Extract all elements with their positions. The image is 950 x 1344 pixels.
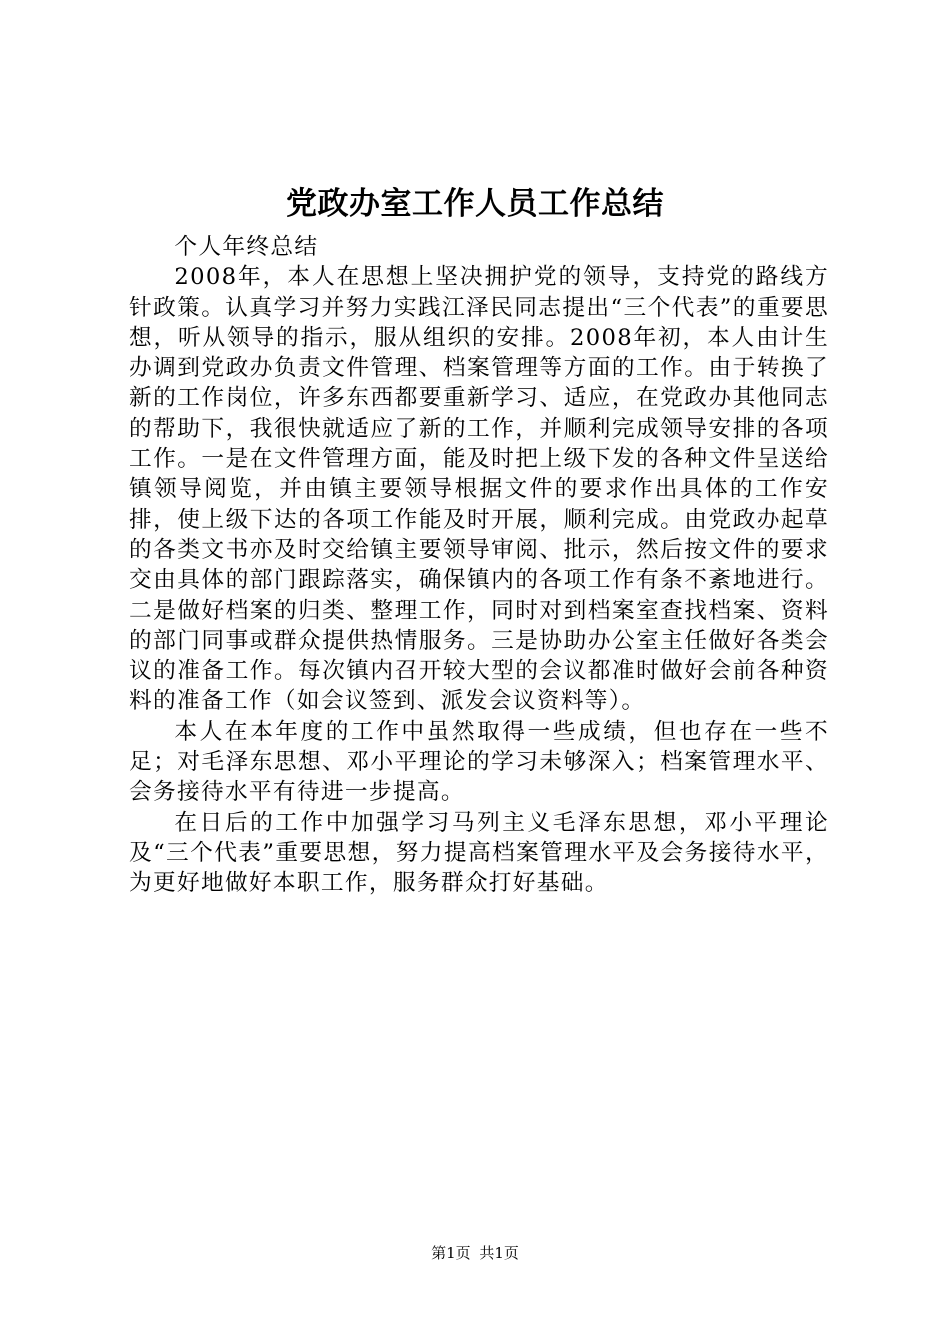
document-body — [129, 232, 829, 899]
page-footer: 第1页 共1页 — [431, 1244, 519, 1262]
body-paragraph-1: 2008年，本人在思想上坚决拥护党的领导，支持党的路线方针政策。认真学习并努力实践江泽民同志提出“三个代表”的重要思想，听从领导的指示，服从组织的安排。2008年初，本人由计生办调到党政办负责文件管理、档案管理等方面的工作。由于转换了新的工作岗位，许多东西都要重新学习、适应，在党政办其他同志的帮助下，我很快就适应了新的工作，并顺利完成领导安排的各项工作。一是在文件管理方面，能及时把上级下发的各种文件呈送给镇领导阅览，并由镇主要领导根据文件的要求作出具体的工作安排，使上级下达的各项工作能及时开展，顺利完成。由党政办起草的各类文书亦及时交给镇主要领导审阅、批示，然后按文件的要求交由具体的部门跟踪落实，确保镇内的各项工作有条不紊地进行。二是做好档案的归类、整理工作，同时对到档案室查找档案、资料的部门同事或群众提供热情服务。三是协助办公室主任做好各类会议的准备工作。每次镇内召开较大型的会议都准时做好会前各种资料的准备工作（如会议签到、派发会议资料等）。 — [129, 264, 829, 715]
document-subtitle: 个人年终总结 — [174, 234, 319, 260]
body-paragraph-3: 在日后的工作中加强学习马列主义毛泽东思想，邓小平理论及“三个代表”重要思想，努力提高档案管理水平及会务接待水平，为更好地做好本职工作，服务群众打好基础。 — [129, 809, 829, 897]
document-title: 党政办室工作人员工作总结 — [286, 186, 664, 222]
body-paragraph-2: 本人在本年度的工作中虽然取得一些成绩，但也存在一些不足；对毛泽东思想、邓小平理论的学习未够深入；档案管理水平、会务接待水平有待进一步提高。 — [129, 718, 829, 806]
